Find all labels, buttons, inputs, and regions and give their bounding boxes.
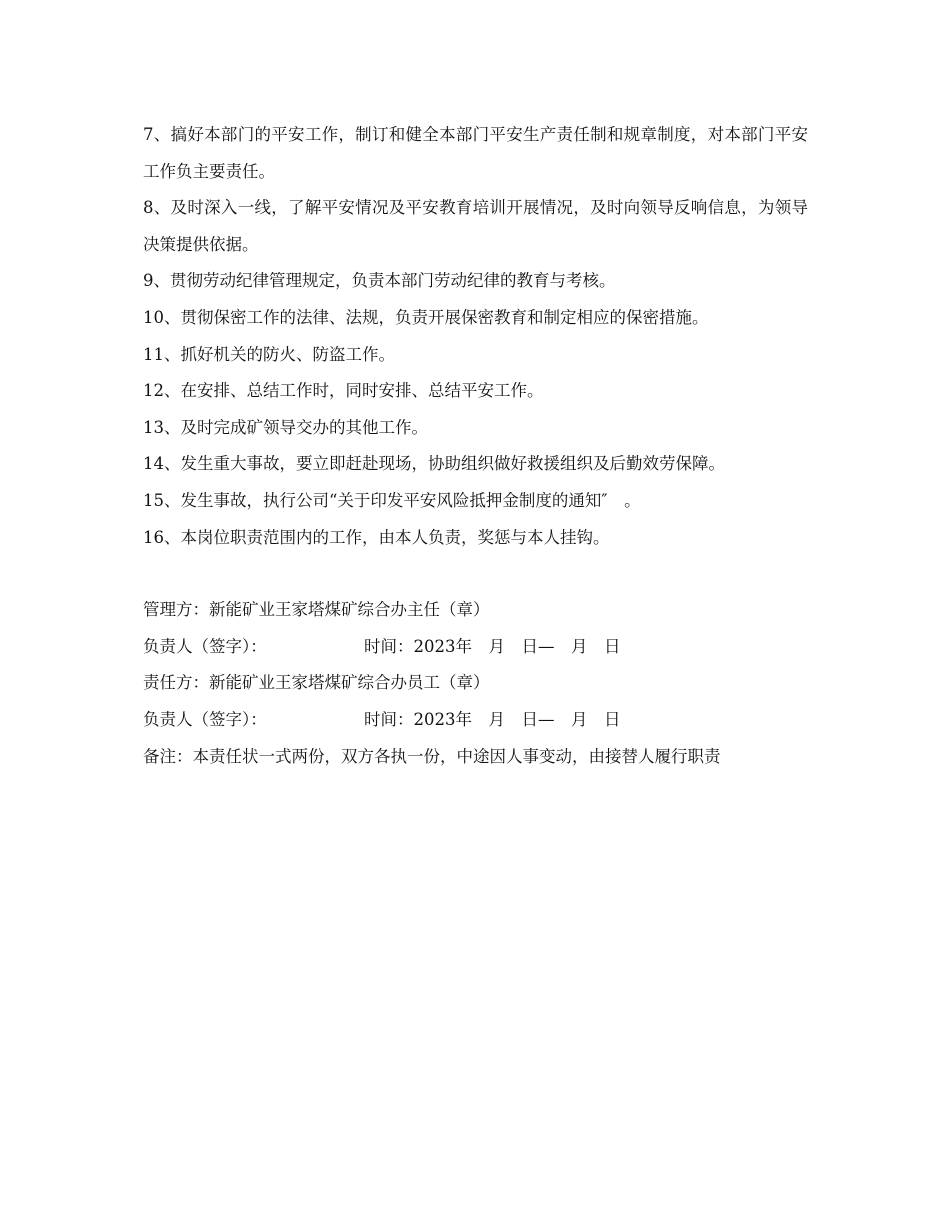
responsible-signature-row — [143, 702, 808, 739]
duty-item-11: 11、抓好机关的防火、防盗工作。 — [143, 344, 395, 364]
duty-item-13: 13、及时完成矿领导交办的其他工作。 — [143, 417, 428, 437]
responsible-signer-label: 负责人（签字）： — [143, 709, 267, 729]
duty-item-16: 16、本岗位职责范围内的工作，由本人负责，奖惩与本人挂钩。 — [143, 527, 610, 547]
section-spacer — [143, 556, 808, 592]
document-body — [143, 117, 808, 775]
remark: 备注：本责任状一式两份，双方各执一份，中途因人事变动，由接替人履行职责 — [143, 746, 721, 766]
management-time: 时间：2023年 月 日— 月 日 — [364, 636, 621, 656]
duty-item-14: 14、发生重大事故，要立即赶赴现场，协助组织做好救援组织及后勤效劳保障。 — [143, 454, 725, 474]
responsible-time: 时间：2023年 月 日— 月 日 — [364, 709, 621, 729]
duty-item-7: 7、搞好本部门的平安工作，制订和健全本部门平安生产责任制和规章制度，对本部门平安工作负主要责任。 — [143, 125, 808, 181]
duty-item-15: 15、发生事故，执行公司“关于印发平安风险抵押金制度的通知″ 。 — [143, 490, 641, 510]
management-signature-row — [143, 629, 808, 666]
duty-item-10: 10、贯彻保密工作的法律、法规，负责开展保密教育和制定相应的保密措施。 — [143, 307, 709, 327]
duty-item-8: 8、及时深入一线，了解平安情况及平安教育培训开展情况，及时向领导反响信息，为领导决策提供依据。 — [143, 198, 808, 254]
management-party: 管理方：新能矿业王家塔煤矿综合办主任（章） — [143, 600, 490, 620]
management-signer-label: 负责人（签字）： — [143, 636, 267, 656]
duty-item-9: 9、贯彻劳动纪律管理规定，负责本部门劳动纪律的教育与考核。 — [143, 271, 616, 291]
duty-item-12: 12、在安排、总结工作时，同时安排、总结平安工作。 — [143, 381, 544, 401]
responsible-party: 责任方：新能矿业王家塔煤矿综合办员工（章） — [143, 673, 490, 693]
